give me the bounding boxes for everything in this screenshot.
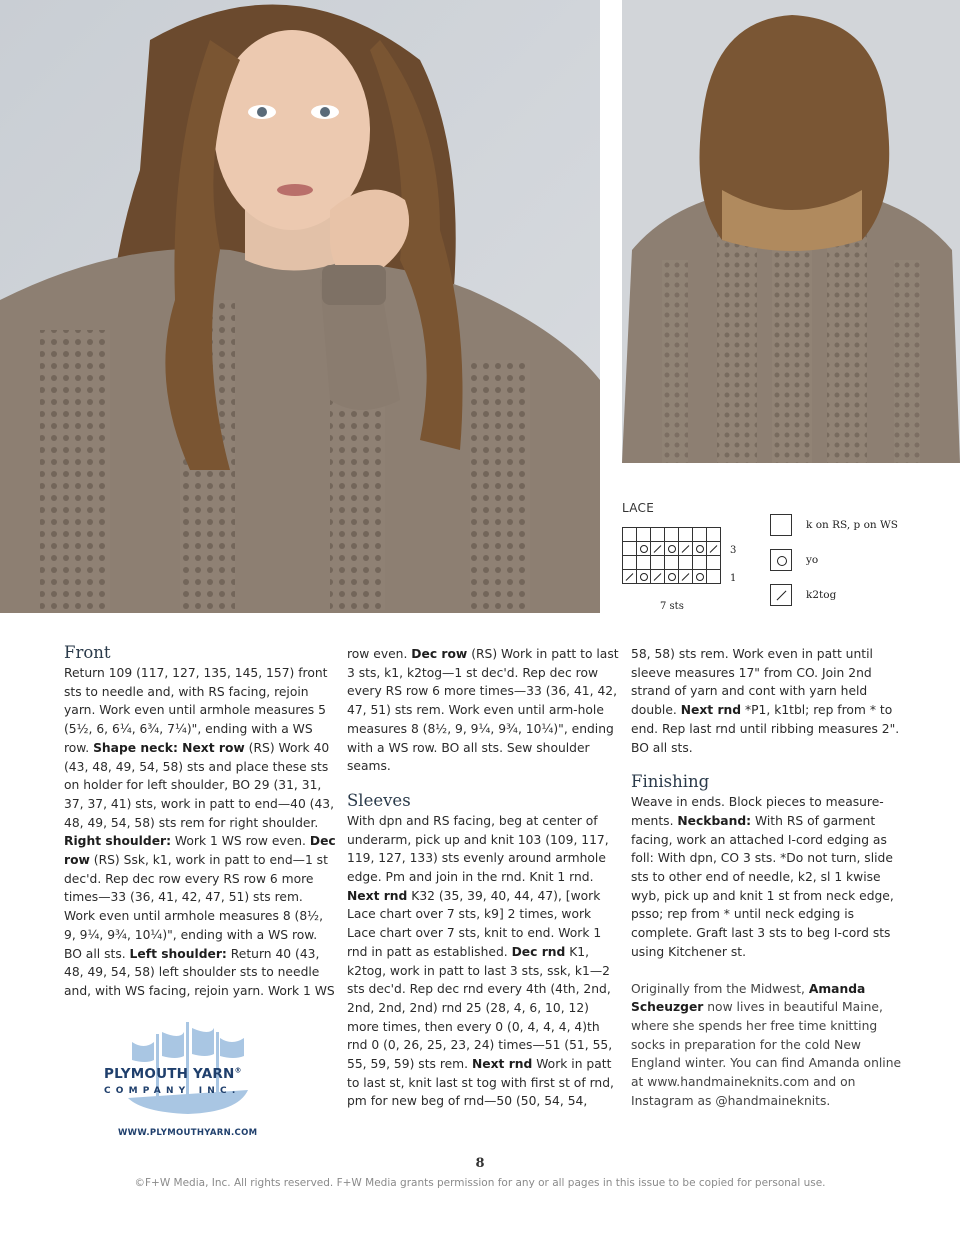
chart-cell-knit xyxy=(651,556,665,570)
lace-chart-grid xyxy=(622,527,721,584)
knit-box-icon xyxy=(770,514,792,536)
chart-cell-knit xyxy=(623,556,637,570)
chart-cell-k2tog xyxy=(679,570,693,584)
logo-name: PLYMOUTH YARN® xyxy=(104,1066,242,1082)
logo-url: WWW.PLYMOUTHYARN.COM xyxy=(118,1128,258,1138)
chart-cell-knit xyxy=(707,528,721,542)
chart-cell-knit xyxy=(623,542,637,556)
chart-cell-knit xyxy=(651,528,665,542)
model-back-photo xyxy=(622,0,960,463)
chart-cell-yo xyxy=(693,542,707,556)
designer-bio: Originally from the Midwest, Amanda Scheuzger now lives in beautiful Maine, where she spends her free time knitting socks in preparation for the cold New England winter. You can find Amanda online at www.handmaineknits.com and on Instagram as @handmaineknits. xyxy=(631,981,902,1108)
legend-yo xyxy=(770,549,818,571)
chart-cell-yo xyxy=(665,542,679,556)
chart-cell-yo xyxy=(665,570,679,584)
heading-front: Front xyxy=(64,643,111,662)
chart-cell-knit xyxy=(693,556,707,570)
legend-knit-label: k on RS, p on WS xyxy=(806,519,898,531)
chart-cell-k2tog xyxy=(651,570,665,584)
front-instructions-continued: row even. Dec row (RS) Work in patt to last 3 sts, k1, k2tog—1 st dec'd. Rep dec row every RS row 6 more times—33 (36, 41, 42, 47, 51) sts rem. Work even until arm-hole measures 8 (8½, 9, 9¼, 9¾, 10¼)", ending with a WS row. BO all sts. Sew shoulder seams. xyxy=(347,647,619,774)
model-front-photo xyxy=(0,0,600,613)
column-front xyxy=(64,642,336,1001)
chart-cell-knit xyxy=(637,556,651,570)
chart-cell-knit xyxy=(707,570,721,584)
chart-cell-k2tog xyxy=(651,542,665,556)
chart-cell-yo xyxy=(637,542,651,556)
legend-k2tog xyxy=(770,584,836,606)
row-number-3: 3 xyxy=(730,545,737,556)
legend-k2tog-label: k2tog xyxy=(806,589,837,601)
column-finishing xyxy=(631,645,903,1110)
front-instructions: Return 109 (117, 127, 135, 145, 157) front sts to needle and, with RS facing, rejoin yarn. Work even until armhole measures 5 (5½, 6, 6¼, 6¾, 7¼)", ending with a WS row. Shape neck: Next row (RS) Work 40 (43, 48, 49, 54, 58) sts and place these sts on holder for left shoulder, BO 29 (31, 31, 37, 37, 41) sts, work in patt to end—40 (43, 48, 49, 54, 58) sts rem for right shoulder. Right shoulder: Work 1 WS row even. Dec row (RS) Ssk, k1, work in patt to end—1 st dec'd. Rep dec row every RS row 6 more times—33 (36, 41, 42, 47, 51) sts rem. Work even until armhole measures 8 (8½, 9, 9¼, 9¾, 10¼)", ending with a WS row. BO all sts. Left shoulder: Return 40 (43, 48, 49, 54, 58) left shoulder sts to needle and, with WS facing, rejoin yarn. Work 1 WS xyxy=(64,666,336,998)
heading-sleeves: Sleeves xyxy=(347,790,411,810)
page-number: 8 xyxy=(475,1156,485,1171)
chart-cell-k2tog xyxy=(679,542,693,556)
plymouth-yarn-logo xyxy=(102,1020,258,1144)
chart-cell-knit xyxy=(679,556,693,570)
chart-cell-knit xyxy=(679,528,693,542)
lace-chart-title: LACE xyxy=(622,501,655,515)
chart-cell-knit xyxy=(665,528,679,542)
chart-cell-knit xyxy=(637,528,651,542)
chart-cell-k2tog xyxy=(707,542,721,556)
chart-cell-knit xyxy=(623,528,637,542)
finishing-instructions: Weave in ends. Block pieces to measure-ments. Neckband: With RS of garment facing, work an attached I-cord edging as foll: With dpn, CO 3 sts. *Do not turn, slide sts to other end of needle, k2, sl 1 kwise wyb, pick up and knit 1 st from neck edge, psso; rep from * until neck edging is complete. Graft last 3 sts to beg I-cord sts using Kitchener st. xyxy=(631,795,894,959)
sleeves-instructions-continued: 58, 58) sts rem. Work even in patt until sleeve measures 17" from CO. Join 2nd strand of yarn and cont with yarn held double. Next rnd *P1, k1tbl; rep from * to end. Rep last rnd until ribbing measures 2". BO all sts. xyxy=(631,647,900,755)
stitch-count-label: 7 sts xyxy=(660,601,684,612)
heading-finishing: Finishing xyxy=(631,772,710,792)
chart-cell-yo xyxy=(693,570,707,584)
legend-knit xyxy=(770,514,898,536)
column-sleeves xyxy=(347,645,619,1111)
chart-cell-knit xyxy=(707,556,721,570)
yo-circle-icon xyxy=(770,549,792,571)
chart-cell-k2tog xyxy=(623,570,637,584)
legend-yo-label: yo xyxy=(806,554,819,566)
k2tog-slash-icon xyxy=(770,584,792,606)
chart-cell-yo xyxy=(637,570,651,584)
chart-cell-knit xyxy=(665,556,679,570)
sleeves-instructions: With dpn and RS facing, beg at center of underarm, pick up and knit 103 (109, 117, 119, 127, 133) sts evenly around armhole edge. Pm and join in the rnd. Knit 1 rnd. Next rnd K32 (35, 39, 40, 44, 47), [work Lace chart over 7 sts, k9] 2 times, work Lace chart over 7 sts, knit to end. Work 1 rnd in patt as established. Dec rnd K1, k2tog, work in patt to last 3 sts, ssk, k1—2 sts dec'd. Rep dec rnd every 4th (4th, 2nd, 2nd, 2nd, 2nd) rnd 25 (28, 4, 6, 10, 12) more times, then every 0 (0, 4, 4, 4, 4)th rnd 0 (0, 26, 25, 23, 24) times—51 (51, 55, 55, 59, 59) sts rem. Next rnd Work in patt to last st, knit last st tog with first st of rnd, pm for new beg of rnd—50 (50, 54, 54, xyxy=(347,813,614,1109)
row-number-1: 1 xyxy=(730,573,737,584)
logo-subtitle: COMPANY INC. xyxy=(104,1086,241,1096)
chart-cell-knit xyxy=(693,528,707,542)
copyright-footer: ©F+W Media, Inc. All rights reserved. F+W Media grants permission for any or all pages in this issue to be copied for personal use. xyxy=(134,1177,826,1189)
